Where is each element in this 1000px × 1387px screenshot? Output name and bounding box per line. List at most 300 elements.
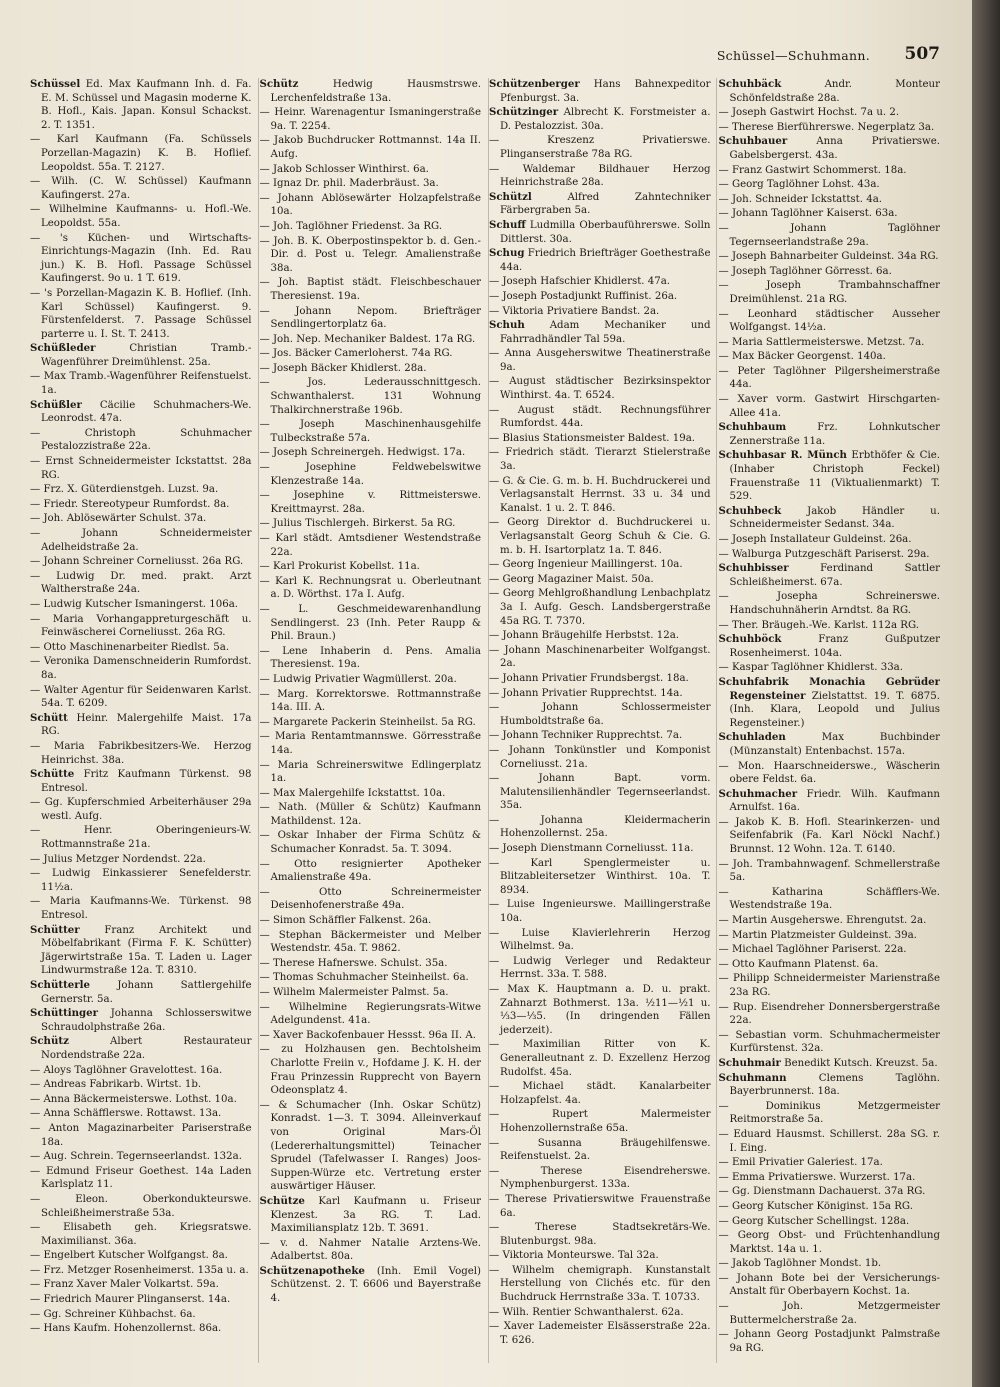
entry-name: — (259, 759, 270, 771)
entry-text: Karl Kaufmann (Fa. Schüssels Porzellan-Magazin) K. B. Hoflief. Leopoldst. 55a. T. 2127. (41, 134, 252, 173)
entry-name: Schütz (30, 1035, 69, 1048)
directory-entry (30, 1308, 252, 1322)
directory-entry (719, 1128, 941, 1155)
entry-text: Philipp Schneidermeister Marienstraße 23a RG. (729, 973, 940, 998)
entry-text: Friedr. Wilh. Kaufmann Arnulfst. 16a. (729, 788, 940, 814)
entry-name: — (259, 987, 270, 998)
entry-text: Andreas Fabrikarb. Wirtst. 1b. (43, 1079, 202, 1091)
entry-name: — (259, 419, 270, 431)
entry-text: Aloys Taglöhner Gravelottest. 16a. (43, 1064, 223, 1076)
directory-entry (260, 163, 482, 177)
directory-entry (260, 532, 482, 559)
entry-text: Joseph Dienstmann Corneliusst. 11a. (502, 843, 694, 855)
directory-entry (489, 857, 711, 898)
directory-entry (719, 265, 941, 279)
entry-text: Anna Ausgeherswitwe Theatinerstraße 9a. (500, 348, 711, 373)
directory-entry (260, 1029, 482, 1043)
entry-text: Aug. Schrein. Tegernseerlandst. 132a. (43, 1151, 242, 1163)
directory-entry (30, 78, 252, 132)
entry-text: G. & Cie. G. m. b. H. Buchdruckerei und Verlagsanstalt Herrnst. 33 u. 34 und Kanalst. 1 u. 2. T. 846. (500, 475, 711, 514)
entry-name: — (259, 533, 270, 544)
entry-text: Rup. Eisendreher Donnersbergerstraße 22a. (729, 1001, 940, 1027)
entry-text: Jakob Taglöhner Mondst. 1b. (731, 1258, 882, 1270)
entry-name: — (30, 1294, 41, 1306)
entry-name: Schüßler (30, 398, 82, 411)
directory-entry (719, 958, 941, 972)
entry-name: — (489, 376, 500, 388)
column-4 (719, 78, 941, 1363)
directory-entry (30, 342, 252, 369)
entry-name: — (718, 107, 729, 119)
directory-entry (30, 203, 252, 230)
directory-entry (719, 914, 941, 928)
directory-entry (30, 867, 252, 894)
entry-name: — (30, 684, 41, 696)
directory-entry (489, 404, 711, 431)
entry-name: — (259, 603, 270, 615)
entry-name: — (30, 1308, 41, 1320)
directory-entry (719, 1300, 941, 1327)
entry-name: Schütter (30, 923, 80, 936)
entry-name: — (489, 1250, 500, 1262)
entry-name: — (259, 447, 270, 459)
directory-entry (260, 645, 482, 672)
entry-text: Martin Platzmeister Guldeinst. 39a. (731, 929, 917, 941)
entry-text: Ignaz Dr. phil. Maderbräust. 3a. (272, 178, 439, 190)
entry-name: — (718, 208, 729, 220)
entry-text: Johann Bapt. vorm. Malutensilienhändler Tegernseerlandst. 35a. (500, 773, 711, 812)
entry-text: Karl Spenglermeister u. Blitzableitersetzer Winthirst. 10a. T. 8934. (500, 857, 711, 896)
directory-entry (260, 730, 482, 757)
entry-name: — (718, 1001, 729, 1013)
directory-entry (489, 729, 711, 743)
entry-name: — (718, 1301, 729, 1313)
entry-text: Johann Maschinenarbeiter Wolfgangst. 2a. (500, 644, 711, 670)
entry-name: — (259, 1029, 270, 1041)
entry-text: August städt. Rechnungsführer Rumfordst. 44a. (500, 404, 711, 430)
entry-text: Karl städt. Amtsdiener Westendstraße 22a. (270, 533, 481, 558)
entry-text: Clemens Taglöhn. Bayerbrunnerst. 18a. (729, 1072, 940, 1098)
directory-entry (489, 191, 711, 218)
entry-text: Franz Xaver Maler Volkartst. 59a. (43, 1279, 219, 1291)
entry-name: Schuhbasar R. Münch (718, 449, 847, 462)
entry-name: — (30, 456, 41, 468)
entry-text: Katharina Schäfflers-We. Westendstraße 19a. (729, 886, 940, 912)
directory-entry (30, 555, 252, 569)
entry-text: Marg. Korrektorswe. Rottmannstraße 14a. III. A. (270, 688, 481, 714)
entry-text: Stephan Bäckermeister und Melber Westendstr. 45a. T. 9862. (270, 929, 481, 955)
entry-name: — (30, 1222, 41, 1234)
entry-name: Schüttinger (30, 1007, 99, 1020)
entry-text: Zielstattst. 19. T. 6875. (Inh. Klara, Leopold und Julius Regensteiner.) (729, 690, 940, 729)
entry-name: — (259, 561, 270, 573)
directory-entry (719, 886, 941, 913)
entry-text: Maximilian Ritter von K. Generalleutnant z. D. Exzellenz Herzog Rudolfst. 45a. (500, 1039, 711, 1078)
entry-text: Jakob Schlosser Winthirst. 6a. (272, 163, 429, 175)
entry-text: Joh. Metzgermeister Buttermelcherstraße 2a. (729, 1301, 940, 1326)
entry-name: — (259, 462, 270, 474)
entry-name: — (259, 490, 270, 502)
entry-text: L. Geschmeidewarenhandlung Sendlingerst. 23 (Inh. Peter Raupp & Phil. Braun.) (270, 603, 481, 643)
directory-entry (260, 489, 482, 516)
entry-text: Max Bäcker Georgenst. 140a. (731, 351, 886, 363)
entry-name: — (718, 760, 729, 772)
directory-entry (719, 1029, 941, 1056)
directory-entry (489, 106, 711, 133)
entry-name: — (30, 1323, 41, 1335)
entry-text: Joh. Ablösewärter Schulst. 37a. (43, 513, 207, 525)
entry-text: Walburga Putzgeschäft Pariserst. 29a. (731, 548, 930, 560)
directory-entry (489, 927, 711, 954)
entry-text: Therese Eisendreherswe. Nymphenburgerst. 133a. (500, 1165, 711, 1191)
directory-entry (260, 517, 482, 531)
directory-entry (260, 759, 482, 786)
directory-entry (719, 661, 941, 675)
directory-entry (719, 1057, 941, 1071)
entry-text: Dominikus Metzgermeister Reitmorstraße 5a. (729, 1100, 940, 1126)
entry-text: Joseph Trambahnschaffner Dreimühlenst. 21a RG. (729, 280, 940, 305)
directory-entry (30, 655, 252, 682)
entry-name: — (489, 573, 500, 585)
entry-text: Gg. Dienstmann Dachauerst. 37a RG. (731, 1186, 926, 1198)
entry-name: — (259, 348, 270, 360)
entry-name: — (489, 773, 500, 785)
entry-name: — (718, 193, 729, 205)
entry-name: — (718, 308, 729, 320)
entry-text: Viktoria Monteurswe. Tal 32a. (502, 1250, 659, 1262)
entry-text: Kaspar Taglöhner Khidlerst. 33a. (731, 662, 903, 674)
entry-name: — (259, 716, 270, 728)
directory-entry (719, 1156, 941, 1170)
entry-name: — (718, 265, 729, 277)
entry-name: — (30, 134, 41, 146)
entry-name: — (30, 1165, 41, 1177)
entry-text: Joh. Nep. Mechaniker Baldest. 17a RG. (272, 333, 476, 345)
directory-entry (489, 1320, 711, 1347)
column-3 (489, 78, 711, 1363)
entry-name: — (489, 1081, 500, 1093)
entry-name: Schützl (489, 190, 532, 203)
entry-text: Anna Schäfflerswe. Rottawst. 13a. (43, 1108, 222, 1120)
entry-name: — (489, 348, 500, 360)
directory-entry (260, 986, 482, 1000)
entry-text: Edmund Friseur Goethest. 14a Laden Karlsplatz 11. (41, 1165, 252, 1191)
entry-text: Franz Gußputzer Rosenheimerst. 104a. (729, 634, 940, 659)
entry-text: Maria Sattlermeisterswe. Metzst. 7a. (731, 336, 925, 348)
entry-name: — (718, 1215, 729, 1227)
directory-entry (30, 1165, 252, 1192)
directory-entry (260, 192, 482, 219)
directory-entry (260, 603, 482, 644)
entry-name: — (718, 1100, 729, 1112)
entry-name: — (259, 1001, 270, 1013)
entry-name: — (718, 1329, 729, 1341)
directory-entry (719, 1215, 941, 1229)
directory-entry (489, 1221, 711, 1248)
directory-entry (30, 1107, 252, 1121)
entry-text: Eleon. Oberkondukteurswe. Schleißheimerstraße 53a. (41, 1193, 252, 1219)
entry-text: Hans Bahnexpeditor Pfenburgst. 3a. (500, 79, 711, 104)
entry-text: Joseph Taglöhner Görresst. 6a. (731, 265, 892, 277)
entry-text: Therese Hafnerswe. Schulst. 35a. (272, 957, 448, 969)
directory-entry (489, 587, 711, 628)
entry-name: — (489, 1039, 500, 1051)
directory-entry (30, 1007, 252, 1034)
entry-name: — (489, 475, 500, 487)
entry-name: — (259, 135, 270, 147)
directory-entry (260, 347, 482, 361)
directory-entry (719, 505, 941, 532)
entry-name: — (489, 857, 500, 869)
directory-entry (260, 418, 482, 445)
entry-text: Natalie Arztens-We. Adalbertst. 80a. (270, 1237, 481, 1263)
directory-entry (719, 365, 941, 392)
directory-entry (260, 957, 482, 971)
entry-name: Schützenapotheke (259, 1264, 365, 1277)
entry-name: — (718, 1128, 729, 1140)
entry-text: Ed. Max Kaufmann Inh. d. Fa. E. M. Schüssel und Magasin moderne K. B. Hofl., Kais. Japan. Konsul Schackst. 2. T. 1351. (41, 79, 252, 131)
entry-text: Ther. Bräugeh.-We. Karlst. 112a RG. (731, 619, 919, 631)
entry-text: Otto Kaufmann Platenst. 6a. (731, 958, 879, 970)
entry-text: Henr. Oberingenieurs-W. Rottmannstraße 21a. (41, 825, 252, 851)
directory-entry (30, 133, 252, 174)
entry-name: — (30, 853, 41, 865)
entry-text: Georg Kutscher Königinst. 15a RG. (731, 1200, 913, 1212)
entry-text: Johann Tonkünstler und Komponist Corneliusst. 21a. (500, 744, 711, 770)
entry-name: — (489, 984, 500, 995)
entry-text: Joseph Hafschier Khidlerst. 47a. (502, 276, 671, 288)
entry-name: Schütte (30, 768, 75, 781)
entry-text: Fritz Kaufmann Türkenst. 98 Entresol. (41, 769, 252, 794)
directory-columns (30, 78, 940, 1363)
directory-entry (719, 590, 941, 617)
entry-name: Schütt (30, 711, 68, 724)
directory-entry (489, 446, 711, 473)
entry-name: — (489, 163, 500, 175)
entry-text: Wilhelmine Regierungsrats-Witwe Adelgundenst. 41a. (270, 1001, 481, 1027)
entry-name: — (30, 598, 41, 610)
entry-text: Josephine Feldwebelswitwe Klenzestraße 14a. (270, 462, 481, 487)
entry-name: — (259, 305, 270, 317)
entry-name: — (259, 886, 270, 898)
entry-text: Wilhelm Malermeister Palmst. 5a. (272, 987, 449, 998)
entry-name: — (718, 1157, 729, 1169)
directory-entry (489, 475, 711, 516)
entry-text: Johann Privatier Rupprechtst. 14a. (502, 687, 683, 699)
entry-text: Jakob Buchdrucker Rottmannst. 14a II. Aufg. (270, 135, 481, 160)
entry-text: Johann Sattlergehilfe Gernerstr. 5a. (41, 980, 252, 1005)
entry-text: Friedrich städt. Tierarzt Stielerstraße 3a. (500, 447, 711, 473)
directory-entry (489, 305, 711, 319)
directory-entry (489, 1193, 711, 1220)
directory-entry (719, 135, 941, 162)
directory-entry (489, 78, 711, 105)
directory-entry (489, 672, 711, 686)
directory-entry (489, 1137, 711, 1164)
directory-entry (30, 768, 252, 795)
entry-text: Emil Privatier Galeriest. 17a. (731, 1157, 883, 1169)
entry-name: — (718, 929, 729, 941)
entry-text: Therese Bierführerswe. Negerplatz 3a. (731, 121, 935, 133)
entry-name: — (30, 896, 41, 908)
directory-entry (719, 676, 941, 730)
entry-name: — (30, 498, 41, 510)
entry-name: — (718, 958, 729, 970)
entry-text: Julius Tischlergeh. Birkerst. 5a RG. (272, 518, 456, 530)
entry-text: Maria Kaufmanns-We. Türkenst. 98 Entresol. (41, 896, 252, 922)
entry-name: — (259, 972, 270, 984)
entry-text: Christian Tramb.-Wagenführer Dreimühlenst. 25a. (41, 343, 252, 368)
entry-text: Veronika Damenschneiderin Rumfordst. 8a. (41, 656, 252, 681)
entry-name: — (30, 204, 41, 216)
entry-text: Georg Taglöhner Lohst. 43a. (731, 179, 880, 191)
entry-name: — (30, 1264, 41, 1276)
directory-entry (489, 247, 711, 274)
entry-name: Schütz (259, 78, 299, 90)
directory-entry (489, 629, 711, 643)
entry-name: — (30, 1279, 41, 1291)
directory-entry (260, 177, 482, 191)
entry-name: — (718, 1230, 729, 1242)
page-number: 507 (904, 44, 940, 64)
directory-entry (30, 712, 252, 739)
entry-text: Friedrich Maurer Plinganserst. 14a. (43, 1294, 231, 1306)
directory-entry (260, 1195, 482, 1236)
entry-name: Schuhfabrik Monachia Gebrüder Regensteiner (718, 675, 940, 702)
directory-entry (260, 446, 482, 460)
entry-text: Georg Ingenieur Maillingerst. 10a. (502, 559, 683, 571)
entry-text: Heinr. Malergehilfe Maist. 17a RG. (41, 712, 252, 738)
entry-name: — (718, 1272, 729, 1284)
entry-text: Joseph Maschinenhausgehilfe Tulbeckstraße 57a. (270, 419, 481, 444)
entry-text: Joh. Schneider Ickstattst. 4a. (731, 193, 883, 205)
entry-name: — (259, 731, 270, 743)
directory-entry (260, 1001, 482, 1028)
directory-entry (489, 134, 711, 161)
entry-name: Schütterle (30, 979, 90, 991)
entry-text: Viktoria Privatiere Bandst. 2a. (502, 305, 660, 317)
entry-name: — (259, 107, 270, 119)
entry-text: Ernst Schneidermeister Ickstattst. 28a RG. (41, 456, 252, 481)
entry-name: — (489, 305, 500, 317)
entry-text: Maria Vorhangappreturgeschäft u. Feinwäscherei Corneliusst. 26a RG. (41, 613, 252, 639)
entry-name: — (30, 797, 41, 809)
entry-text: Kreszenz Privatierswe. Plinganserstraße 78a RG. (500, 135, 711, 160)
directory-entry (260, 134, 482, 161)
entry-name: — (30, 1193, 41, 1205)
entry-text: Frz. Metzger Rosenheimerst. 135a u. a. (43, 1264, 249, 1276)
entry-text: Walter Agentur für Seidenwaren Karlst. 54a. T. 6209. (41, 684, 252, 710)
entry-name: Schuhbauer (718, 135, 788, 148)
entry-name: — (489, 630, 500, 642)
entry-text: Friedr. Stereotypeur Rumfordst. 8a. (43, 498, 230, 510)
directory-entry (489, 1165, 711, 1192)
directory-entry (719, 350, 941, 364)
directory-entry (719, 1229, 941, 1256)
directory-entry (260, 673, 482, 687)
entry-text: Xaver Backofenbauer Hessst. 96a II. A. (272, 1029, 476, 1041)
directory-entry (719, 279, 941, 306)
directory-entry (489, 772, 711, 813)
entry-text: Johann Taglöhner Tegernseerlandstraße 29a. (729, 222, 940, 248)
directory-entry (719, 972, 941, 999)
entry-name: Schuhbisser (718, 562, 789, 575)
entry-text: Georg Magaziner Maist. 50a. (502, 573, 654, 585)
entry-text: Joh. Taglöhner Friedenst. 3a RG. (272, 220, 443, 232)
directory-entry (489, 1038, 711, 1079)
entry-name: Schüßleder (30, 342, 96, 355)
entry-text: Otto Maschinenarbeiter Riedlst. 5a. (43, 641, 230, 653)
entry-text: Jos. Bäcker Camerloherst. 74a RG. (272, 348, 453, 360)
entry-name: Schuhbeck (718, 504, 782, 517)
entry-text: Sebastian vorm. Schuhmachermeister Kurfürstenst. 32a. (729, 1029, 940, 1055)
entry-text: 's Küchen- und Wirtschafts-Einrichtungs-Magazin (Inh. Ed. Rau jun.) K. B. Hofl. Passage Schüssel Kaufingerst. 9o u. 1 T. 619. (41, 232, 252, 285)
directory-entry (30, 370, 252, 397)
entry-name: — (718, 1258, 729, 1270)
entry-text: Cäcilie Schuhmachers-We. Leonrodst. 47a. (41, 399, 252, 425)
entry-name: — (30, 656, 41, 668)
directory-entry (30, 175, 252, 202)
entry-text: (Inh. Emil Vogel) Schützenst. 2. T. 6606 und Bayerstraße 4. (270, 1265, 481, 1305)
entry-text: Susanna Bräugehilfenswe. Reifenstuelst. 2a. (500, 1137, 711, 1163)
directory-entry (719, 121, 941, 135)
entry-text: Simon Schäffler Falkenst. 26a. (272, 915, 432, 927)
directory-entry (30, 824, 252, 851)
entry-text: Joseph Bahnarbeiter Guldeinst. 34a RG. (731, 251, 939, 263)
directory-entry (30, 979, 252, 1006)
directory-entry (260, 333, 482, 347)
directory-entry (719, 1072, 941, 1099)
directory-entry (30, 1064, 252, 1078)
entry-text: Eduard Hausmst. Schillerst. 28a SG. r. I. Eing. (729, 1128, 940, 1154)
entry-name: Schuhmann (718, 1071, 787, 1084)
entry-name: — (30, 570, 41, 582)
entry-name: — (259, 377, 270, 389)
directory-entry (719, 193, 941, 207)
directory-entry (260, 886, 482, 913)
entry-name: — (489, 1222, 500, 1234)
entry-text: Anna Bäckermeisterswe. Lothst. 10a. (43, 1093, 237, 1105)
entry-text: Gg. Kupferschmied Arbeiterhäuser 29a westl. Aufg. (41, 797, 252, 822)
entry-name: — (718, 222, 729, 234)
entry-text: Jakob Händler u. Schneidermeister Sedanst. 34a. (729, 505, 940, 531)
entry-text: Lene Inhaberin d. Pens. Amalia Theresienst. 19a. (270, 645, 481, 671)
directory-entry (260, 971, 482, 985)
entry-name: Schuhmair (718, 1056, 781, 1069)
entry-text: Rupert Malermeister Hohenzollernstraße 65a. (500, 1109, 711, 1134)
entry-text: Julius Metzger Nordendst. 22a. (43, 853, 206, 865)
entry-name: — (259, 787, 270, 799)
entry-name: — (718, 365, 729, 377)
entry-text: Leonhard städtischer Ausseher Wolfgangst. 14½a. (729, 308, 940, 334)
directory-entry (260, 787, 482, 801)
directory-entry (489, 558, 711, 572)
entry-text: Josephine v. Rittmeisterswe. Kreittmayrst. 28a. (270, 490, 481, 515)
directory-entry (30, 1035, 252, 1062)
directory-entry (260, 914, 482, 928)
entry-text: Engelbert Kutscher Wolfgangst. 8a. (43, 1250, 228, 1262)
entry-text: Emma Privatierswe. Wurzerst. 17a. (731, 1171, 916, 1183)
entry-name: — (489, 899, 500, 911)
directory-entry (719, 222, 941, 249)
entry-name: — (489, 432, 500, 444)
directory-entry (489, 375, 711, 402)
directory-entry (30, 1249, 252, 1263)
entry-name: — (489, 290, 500, 302)
entry-name: — (30, 613, 41, 625)
directory-entry (719, 1171, 941, 1185)
directory-entry (719, 731, 941, 758)
